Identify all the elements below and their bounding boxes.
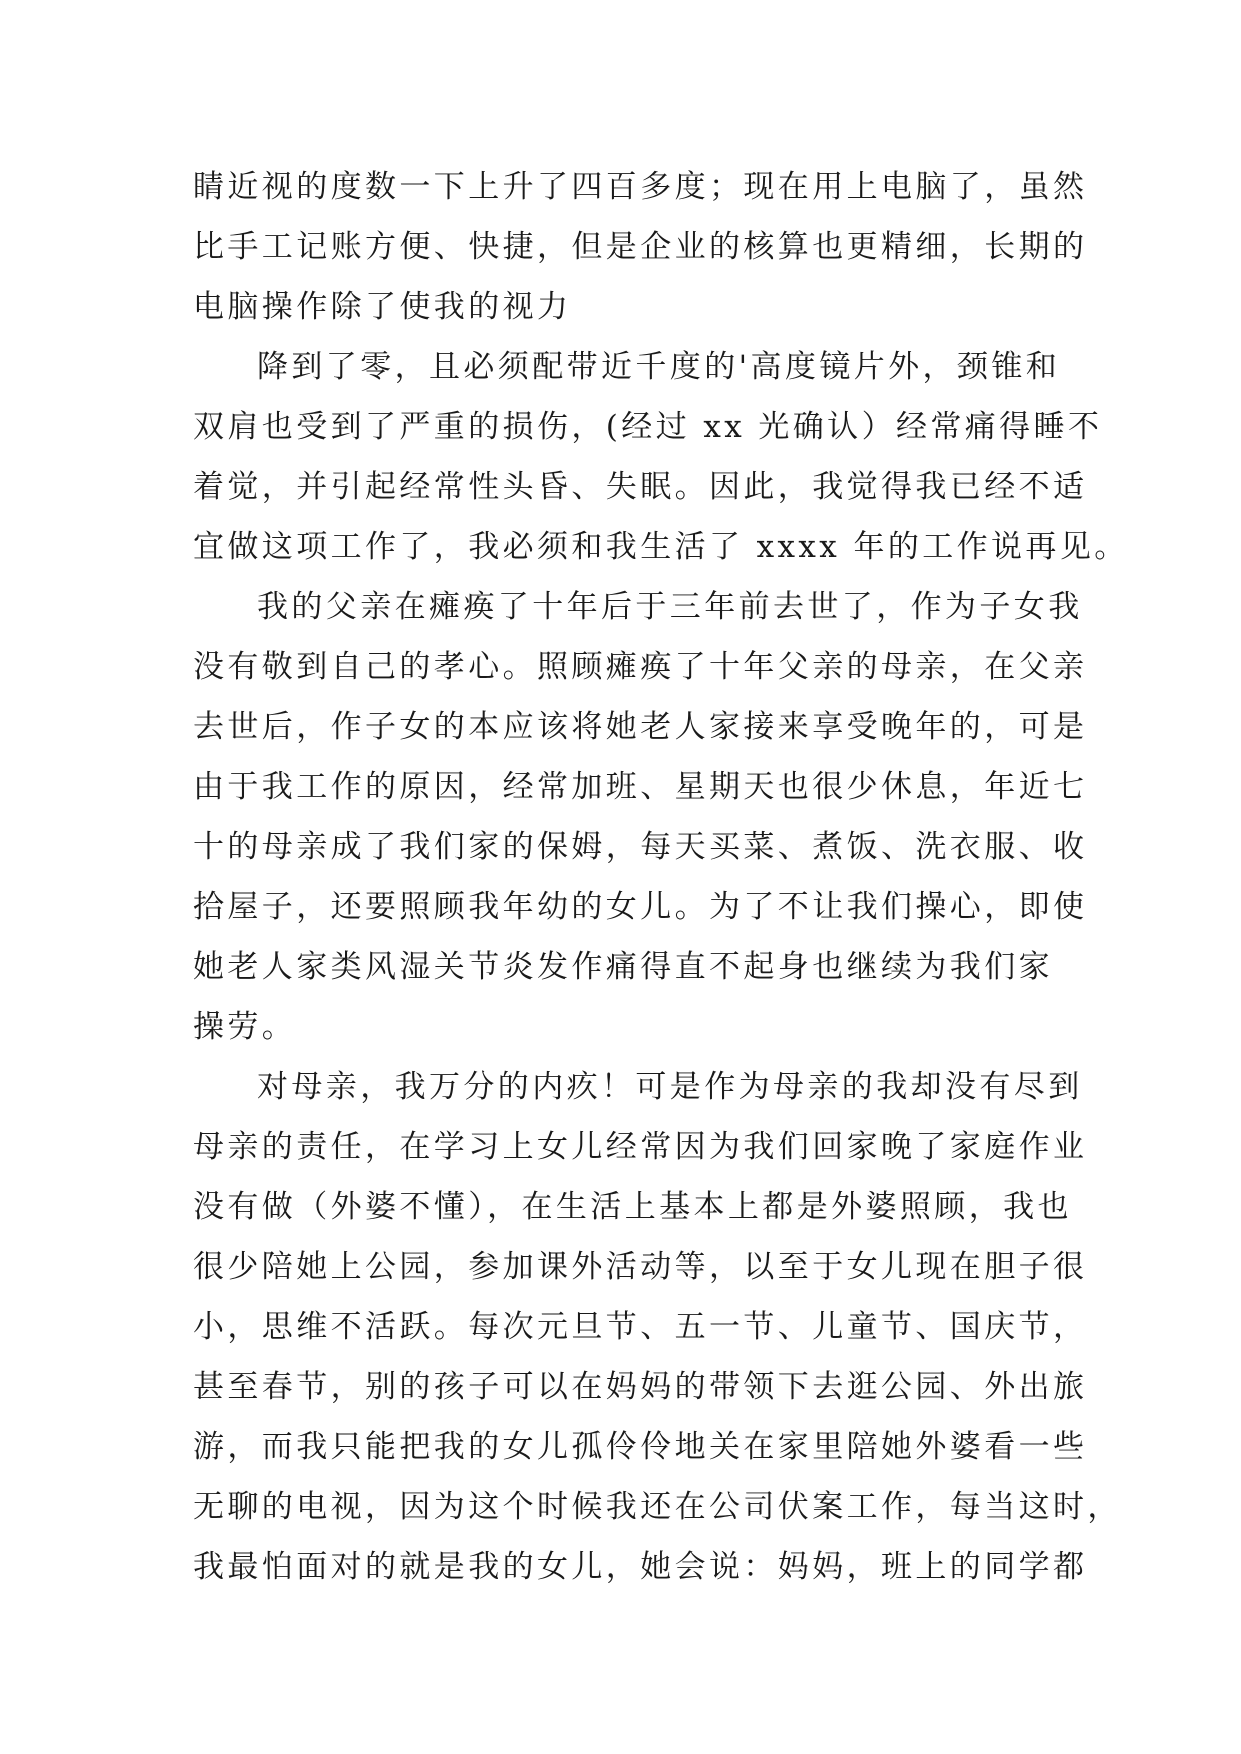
text-line: 母亲的责任，在学习上女儿经常因为我们回家晚了家庭作业 (193, 1129, 1088, 1165)
text-line: 宜做这项工作了，我必须和我生活了 xxxx 年的工作说再见。 (193, 529, 1129, 565)
text-line: 我最怕面对的就是我的女儿，她会说：妈妈，班上的同学都 (193, 1549, 1088, 1585)
text-line: 十的母亲成了我们家的保姆，每天买菜、煮饭、洗衣服、收 (193, 829, 1088, 865)
text-line: 没有做（外婆不懂），在生活上基本上都是外婆照顾，我也 (193, 1189, 1072, 1225)
text-line: 降到了零，且必须配带近千度的'高度镜片外，颈锥和 (257, 349, 1061, 385)
text-line: 着觉，并引起经常性头昏、失眠。因此，我觉得我已经不适 (193, 469, 1088, 505)
text-line: 游，而我只能把我的女儿孤伶伶地关在家里陪她外婆看一些 (193, 1429, 1088, 1465)
paragraph-2 (193, 337, 1129, 577)
text-line: 比手工记账方便、快捷，但是企业的核算也更精细，长期的 (193, 229, 1088, 265)
text-line: 双肩也受到了严重的损伤，(经过 xx 光确认）经常痛得睡不 (193, 409, 1103, 445)
paragraph-1 (193, 157, 1088, 337)
text-line: 由于我工作的原因，经常加班、星期天也很少休息，年近七 (193, 769, 1088, 805)
text-line: 睛近视的度数一下上升了四百多度；现在用上电脑了，虽然 (193, 169, 1088, 205)
text-line: 拾屋子，还要照顾我年幼的女儿。为了不让我们操心，即使 (193, 889, 1088, 925)
paragraph-4 (193, 1057, 1122, 1597)
document-page (193, 157, 1129, 1597)
text-line: 甚至春节，别的孩子可以在妈妈的带领下去逛公园、外出旅 (193, 1369, 1088, 1405)
text-line: 对母亲，我万分的内疚！可是作为母亲的我却没有尽到 (257, 1069, 1083, 1105)
text-line: 没有敬到自己的孝心。照顾瘫痪了十年父亲的母亲，在父亲 (193, 649, 1088, 685)
text-line: 很少陪她上公园，参加课外活动等，以至于女儿现在胆子很 (193, 1249, 1088, 1285)
text-line: 她老人家类风湿关节炎发作痛得直不起身也继续为我们家 (193, 949, 1053, 985)
text-line: 操劳。 (193, 1009, 297, 1045)
text-line: 无聊的电视，因为这个时候我还在公司伏案工作，每当这时， (193, 1489, 1122, 1525)
text-line: 去世后，作子女的本应该将她老人家接来享受晚年的，可是 (193, 709, 1088, 745)
text-line: 小，思维不活跃。每次元旦节、五一节、儿童节、国庆节， (193, 1309, 1088, 1345)
text-line: 电脑操作除了使我的视力 (193, 289, 572, 325)
paragraph-3 (193, 577, 1088, 1057)
text-line: 我的父亲在瘫痪了十年后于三年前去世了，作为子女我 (257, 589, 1083, 625)
